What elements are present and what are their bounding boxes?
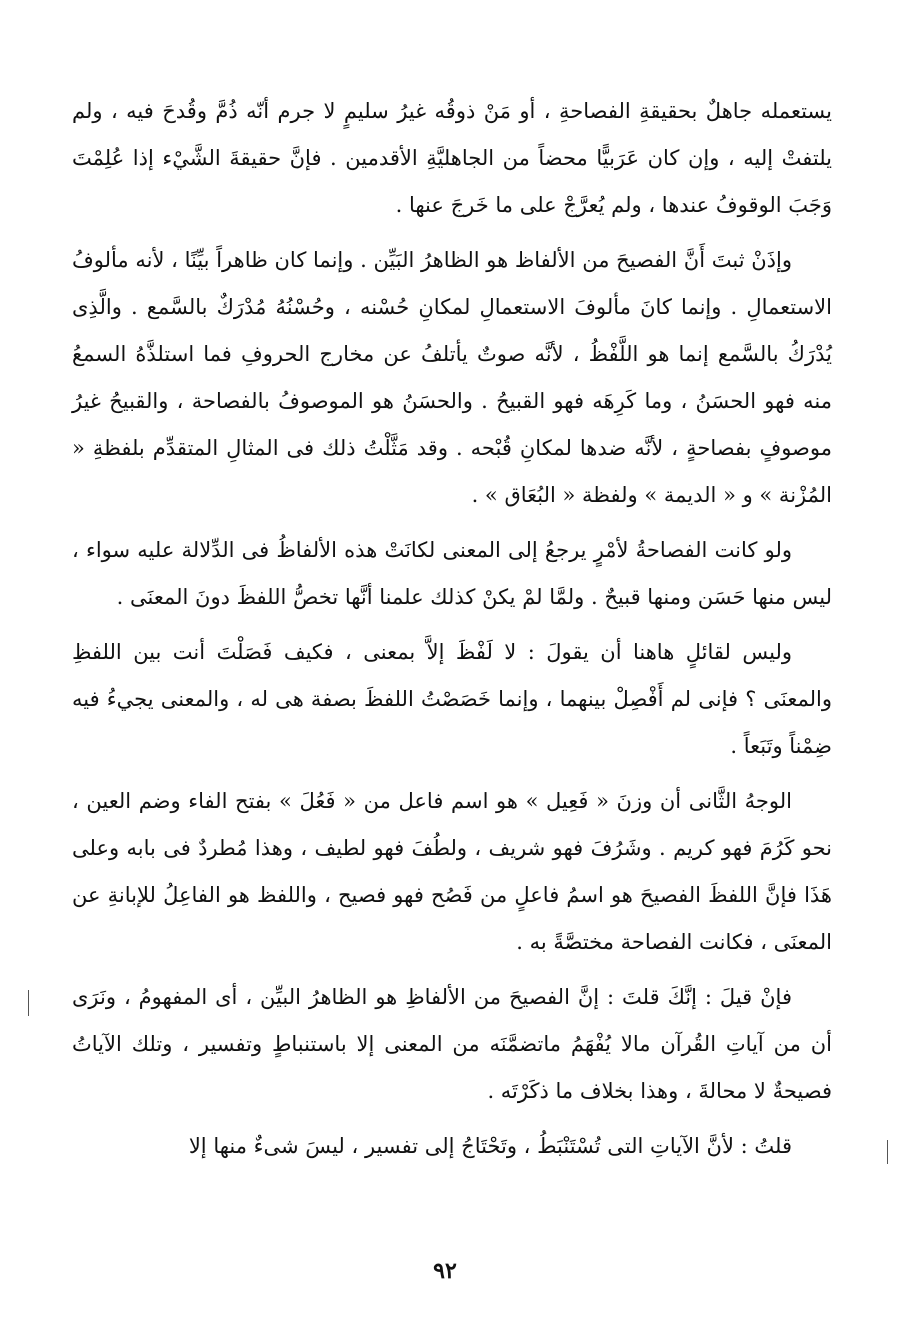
paragraph-3: ولو كانت الفصاحةُ لأمْرٍ يرجعُ إلى المعنى لكانَتْ هذه الألفاظُ فى الدِّلالة عليه سواء ، ليس منها حَسَن ومنها قبيحٌ . ولمَّا لمْ يكنْ كذلك علمنا أنَّها تخصُّ اللفظَ دونَ المعنَى . [72, 538, 832, 609]
paragraph-1: يستعمله جاهلٌ بحقيقةِ الفصاحةِ ، أو مَنْ ذوقُه غيرُ سليمٍ لا جرم أنّه ذُمَّ وقُدحَ فيه ، ولم يلتفتْ إليه ، وإن كان عَرَبيًّا محضاً من الجاهليَّةِ الأقدمين . فإنَّ حقيقةَ الشَّيْء إذا عُلِمْتَ وَجَبَ الوقوفُ عندها ، ولم يُعرَّجْ على ما خَرجَ عنها . [72, 99, 832, 217]
paragraph-2: وإذَنْ ثبتَ أَنَّ الفصيحَ من الألفاظ هو الظاهرُ البَيِّن . وإنما كان ظاهراً بيِّنًا ، لأنه مألوفُ الاستعمالِ . وإنما كانَ مألوفَ الاستعمالِ لمكانِ حُسْنه ، وحُسْنُهُ مُدْرَكٌ بالسَّمع . والَّذِى يُدْرَكُ بالسَّمع إنما هو اللَّفْظُ ، لأنَّه صوتٌ يأتلفُ عن مخارج الحروفِ فما استلذَّهُ السمعُ منه فهو الحسَنُ ، وما كَرِهَه فهو القبيحُ . والحسَنُ هو الموصوفُ بالفصاحة ، والقبيحُ غيرُ موصوفٍ بفصاحةٍ ، لأنَّه ضدها لمكانِ قُبْحه . وقد مَثَّلْتُ ذلك فى المثالِ المتقدِّم بلفظةِ « المُزْنة » و « الديمة » ولفظة « البُعَاق » . [72, 248, 832, 507]
margin-mark [28, 990, 29, 1016]
body-text [72, 88, 832, 1178]
paragraph-4: وليس لقائلٍ هاهنا أن يقولَ : لا لَفْظَ إلاَّ بمعنى ، فكيف فَصَلْتَ أنت بين اللفظِ والمعنَى ؟ فإنى لم أَفْصِلْ بينهما ، وإنما خَصَصْتُ اللفظَ بصفة هى له ، والمعنى يجيءُ فيه ضِمْناً وتَبَعاً . [72, 640, 832, 758]
margin-mark [887, 1140, 888, 1164]
paragraph-7: قلتُ : لأنَّ الآياتِ التى تُسْتَنْبَطُ ، وتَحْتَاجُ إلى تفسير ، ليسَ شىءٌ منها إلا [188, 1134, 792, 1158]
paragraph-5: الوجهُ الثَّانى أن وزنَ « فَعِيل » هو اسم فاعل من « فَعُلَ » بفتح الفاء وضم العين ، نحو كَرُمَ فهو كريم . وشَرُفَ فهو شريف ، ولطُفَ فهو لطيف ، وهذا مُطردٌ فى بابه وعلى هَذَا فإنَّ اللفظَ الفصيحَ هو اسمُ فاعلٍ من فَصُح فهو فصيح ، واللفظ هو الفاعِلُ للإبانةِ عن المعنَى ، فكانت الفصاحة مختصَّةً به . [72, 789, 832, 954]
paragraph-6: فإنْ قيلَ : إنَّكَ قلتَ : إنَّ الفصيحَ من الألفاظِ هو الظاهرُ البيِّن ، أى المفهومُ ، ونَرَى أن من آياتِ القُرآن مالا يُفْهَمُ ماتضمَّنَه من المعنى إلا باستنباطٍ وتفسير ، وتلك الآياتُ فصيحةٌ لا محالةَ ، وهذا بخلاف ما ذكَرْتَه . [72, 985, 832, 1103]
page-number: ٩٢ [433, 1258, 457, 1284]
